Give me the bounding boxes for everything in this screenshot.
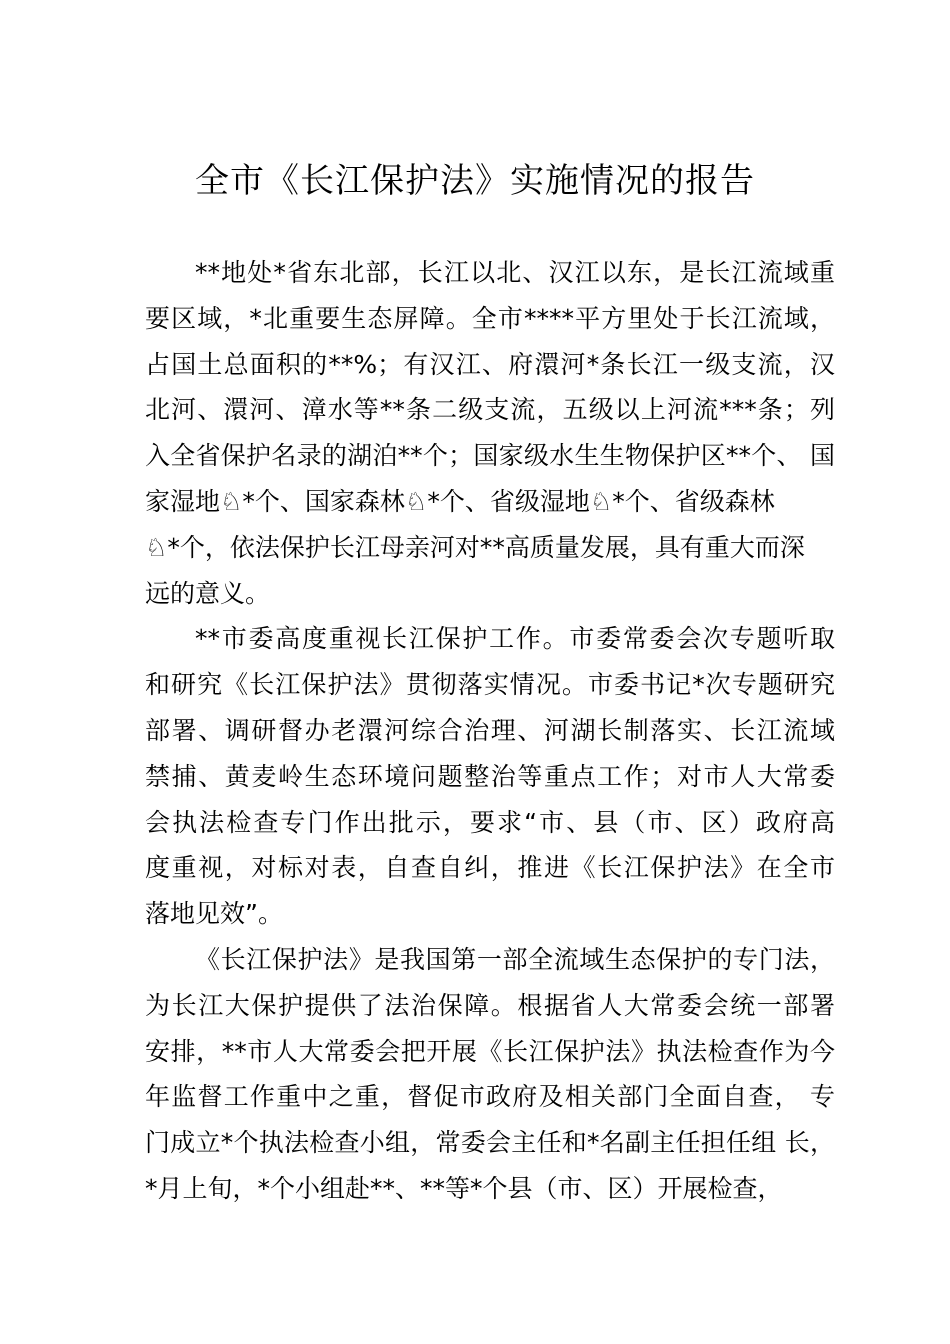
text-line: 入全省保护名录的湖泊**个；国家级水生生物保护区**个、 国 <box>145 441 835 471</box>
text-line: ♘*个，依法保护长江母亲河对**高质量发展，具有重大而深 <box>145 532 805 562</box>
text-line: 会执法检查专门作出批示，要求“市、县（市、区）政府高 <box>145 807 835 837</box>
text-line: 要区域，*北重要生态屏障。全市****平方里处于长江流域， <box>145 303 835 333</box>
text-line: 落地见效”。 <box>145 899 283 929</box>
document-body <box>145 250 835 1212</box>
text-line: 家湿地♘*个、国家森林♘*个、省级湿地♘*个、省级森林 <box>145 486 775 516</box>
text-line: **地处*省东北部，长江以北、汉江以东，是长江流域重 <box>195 258 835 287</box>
text-line: 年监督工作重中之重，督促市政府及相关部门全面自查， 专 <box>145 1082 835 1112</box>
text-line: 为长江大保护提供了法治保障。根据省人大常委会统一部署 <box>145 990 835 1020</box>
text-line: 禁捕、黄麦岭生态环境问题整治等重点工作；对市人大常委 <box>145 761 835 791</box>
text-line: 和研究《长江保护法》贯彻落实情况。市委书记*次专题研究 <box>145 670 835 700</box>
text-line: 门成立*个执法检查小组，常委会主任和*名副主任担任组 长， <box>145 1128 835 1158</box>
text-line: 安排，**市人大常委会把开展《长江保护法》执法检查作为今 <box>145 1036 835 1066</box>
text-line: *月上旬，*个小组赴**、**等*个县（市、区）开展检查， <box>145 1173 783 1203</box>
text-line: 远的意义。 <box>145 578 271 608</box>
text-line: 《长江保护法》是我国第一部全流域生态保护的专门法， <box>195 944 835 974</box>
text-line: 部署、调研督办老澴河综合治理、河湖长制落实、长江流域 <box>145 715 835 745</box>
text-line: 北河、澴河、漳水等**条二级支流，五级以上河流***条；列 <box>145 395 835 425</box>
document-title: 全市《长江保护法》实施情况的报告 <box>195 161 755 201</box>
text-line: 度重视，对标对表，自查自纠，推进《长江保护法》在全市 <box>145 853 835 883</box>
text-line: 占国土总面积的**%；有汉江、府澴河*条长江一级支流，汉 <box>145 349 835 379</box>
text-line: **市委高度重视长江保护工作。市委常委会次专题听取 <box>195 624 835 654</box>
